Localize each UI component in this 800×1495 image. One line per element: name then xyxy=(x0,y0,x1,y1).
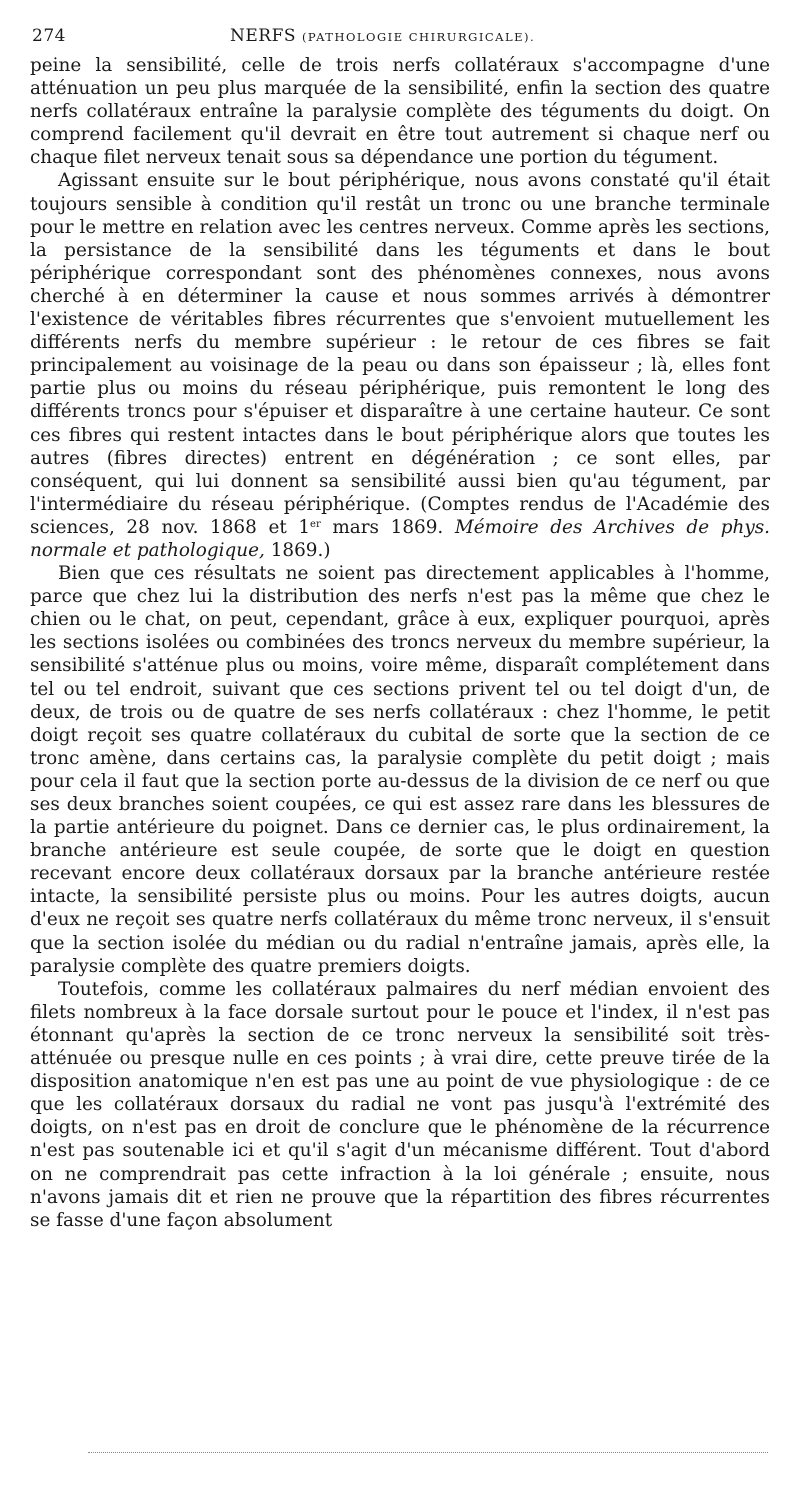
paragraph-recurrent-fibres xyxy=(30,169,770,562)
running-title xyxy=(230,26,535,46)
ordinal-superscript: er xyxy=(310,518,321,530)
page-number: 274 xyxy=(32,26,66,46)
paragraph-human-application: Bien que ces résultats ne soient pas directement applicables à l'homme, parce que chez lui la distribution des nerfs n'est pas la même que chez le chien ou le chat, on peut, cependant, grâce à eux, expliquer pourquoi, après les sections isolées ou combinées des troncs nerveux du membre supérieur, la sensibilité s'atténue plus ou moins, voire même, disparaît complétement dans tel ou tel endroit, suivant que ces sections privent tel ou tel doigt d'un, de deux, de trois ou de quatre de ses nerfs collatéraux : chez l'homme, le petit doigt reçoit ses quatre collatéraux du cubital de sorte que la section de ce tronc amène, dans certains cas, la paralysie complète du petit doigt ; mais pour cela il faut que la section porte au-dessus de la division de ce nerf ou que ses deux branches soient coupées, ce qui est assez rare dans les blessures de la partie antérieure du poignet. Dans ce dernier cas, le plus ordinairement, la branche antérieure est seule coupée, de sorte que le doigt en question recevant encore deux collatéraux dorsaux par la branche antérieure restée intacte, la sensibilité persiste plus ou moins. Pour les autres doigts, aucun d'eux ne reçoit ses quatre nerfs collatéraux du même tronc nerveux, il s'ensuit que la section isolée du médian ou du radial n'entraîne jamais, après elle, la paralysie complète des quatre premiers doigts. xyxy=(30,563,770,977)
running-title-main: NERFS xyxy=(230,26,297,46)
citation-journal: Mémoire des Archives de phys. normale et pathologique, xyxy=(30,516,770,561)
paragraph-continuation: peine la sensibilité, celle de trois nerfs collatéraux s'accompagne d'une atténuation un peu plus marquée de la sensibilité, enfin la section des quatre nerfs collatéraux entraîne la paralysie complète des téguments du doigt. On comprend facilement qu'il devrait en être tout autrement si chaque nerf ou chaque filet nerveux tenait sous sa dépendance une portion du tégument. xyxy=(30,55,770,169)
citation-date: mars 1869. xyxy=(320,516,455,538)
citation-year: 1869.) xyxy=(264,539,331,561)
footer-divider xyxy=(88,1452,768,1453)
running-title-subtitle: (PATHOLOGIE CHIRURGICALE). xyxy=(301,30,536,44)
paragraph-median-nerve: Toutefois, comme les collatéraux palmaires du nerf médian envoient des filets nombreux à la face dorsale surtout pour le pouce et l'index, il n'est pas étonnant qu'après la section de ce tronc nerveux la sensibilité soit très-atténuée ou presque nulle en ces points ; à vrai dire, cette preuve tirée de la disposition anatomique n'en est pas une au point de vue physiologique : de ce que les collatéraux dorsaux du radial ne vont pas jusqu'à l'extrémité des doigts, on n'est pas en droit de conclure que le phénomène de la récurrence n'est pas soutenable ici et qu'il s'agit d'un mécanisme différent. Tout d'abord on ne comprendrait pas cette infraction à la loi générale ; ensuite, nous n'avons jamais dit et rien ne prouve que la répartition des fibres récurrentes se fasse d'une façon absolument xyxy=(30,978,770,1231)
running-head xyxy=(30,26,770,54)
paragraph-recurrent-fibres-text: Agissant ensuite sur le bout périphérique, nous avons constaté qu'il était toujours sensible à condition qu'il restât un tronc ou une branche terminale pour le mettre en relation avec les centres nerveux. Comme après les sections, la persistance de la sensibilité dans les téguments et dans le bout périphérique correspondant sont des phénomènes connexes, nous avons cherché à en déterminer la cause et nous sommes arrivés à démontrer l'existence de véritables fibres récurrentes que s'envoient mutuellement les différents nerfs du membre supérieur : le retour de ces fibres se fait principalement au voisinage de la peau ou dans son épaisseur ; là, elles font partie plus ou moins du réseau périphérique, puis remontent le long des différents troncs pour s'épuiser et disparaître à une certaine hauteur. Ce sont ces fibres qui restent intactes dans le bout périphérique alors que toutes les autres (fibres directes) entrent en dégénération ; ce sont elles, par conséquent, qui lui donnent sa sensibilité aussi bien qu'au tégument, par l'intermédiaire du réseau périphérique. (Comptes rendus de l'Académie des sciences, 28 nov. 1868 et 1 xyxy=(30,170,770,538)
book-page xyxy=(30,26,770,1232)
